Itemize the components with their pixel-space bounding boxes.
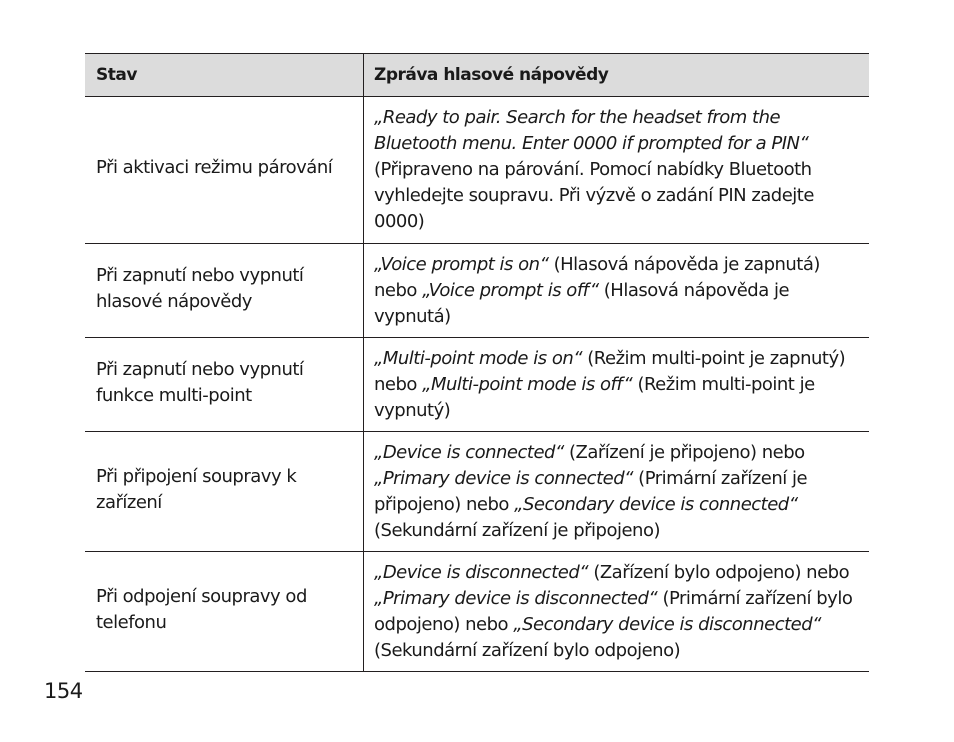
table-header-row <box>85 54 869 97</box>
page-number: 154 <box>44 679 83 703</box>
message-cell <box>363 338 869 431</box>
table-row <box>85 552 869 672</box>
prompt-translation: (Sekundární zařízení je připojeno) <box>374 520 660 541</box>
state-cell <box>85 338 363 431</box>
prompt-quote: „Voice prompt is off“ <box>422 280 599 301</box>
prompt-translation: (Sekundární zařízení bylo odpojeno) <box>374 640 681 661</box>
state-text: Při připojení soupravy k zařízení <box>96 465 297 513</box>
prompt-translation: (Hlasová nápověda je vypnutá) <box>374 280 790 327</box>
prompt-quote: „Multi-point mode is off“ <box>422 374 633 395</box>
prompt-translation: (Režim multi-point je zapnutý) nebo <box>374 348 846 395</box>
prompt-quote: „Device is connected“ <box>374 442 564 463</box>
table-row <box>85 432 869 552</box>
prompt-quote: „Secondary device is disconnected“ <box>513 614 821 635</box>
prompt-translation: (Hlasová nápověda je zapnutá) nebo <box>374 254 820 301</box>
state-cell <box>85 244 363 337</box>
prompt-translation: (Připraveno na párování. Pomocí nabídky Bluetooth vyhledejte soupravu. Při výzvě o zadání PIN zadejte 0000) <box>374 159 814 232</box>
prompt-translation: (Primární zařízení je připojeno) nebo <box>374 468 808 515</box>
voice-prompt-table <box>85 53 869 672</box>
state-text: Při zapnutí nebo vypnutí funkce multi-point <box>96 358 304 406</box>
header-state: Stav <box>96 65 137 85</box>
message-cell <box>363 244 869 337</box>
table-row <box>85 244 869 338</box>
table-body <box>85 97 869 672</box>
prompt-translation: (Režim multi-point je vypnutý) <box>374 374 815 421</box>
table-row <box>85 97 869 244</box>
prompt-quote: „Multi-point mode is on“ <box>374 348 583 369</box>
prompt-translation: (Primární zařízení bylo odpojeno) nebo <box>374 588 853 635</box>
message-cell <box>363 552 869 671</box>
prompt-translation: (Zařízení je připojeno) nebo <box>563 442 805 463</box>
state-text: Při zapnutí nebo vypnutí hlasové nápovědy <box>96 264 304 312</box>
state-cell <box>85 552 363 671</box>
header-message: Zpráva hlasové nápovědy <box>363 54 869 96</box>
prompt-quote: „Primary device is disconnected“ <box>374 588 658 609</box>
state-cell <box>85 97 363 243</box>
message-cell <box>363 97 869 243</box>
prompt-quote: „Voice prompt is on“ <box>374 254 549 275</box>
prompt-quote: „Device is disconnected“ <box>374 562 589 583</box>
message-cell <box>363 432 869 551</box>
state-text: Při odpojení soupravy od telefonu <box>96 585 307 633</box>
prompt-quote: „Primary device is connected“ <box>374 468 633 489</box>
state-cell <box>85 432 363 551</box>
state-text: Při aktivaci režimu párování <box>96 157 333 178</box>
prompt-quote: „Ready to pair. Search for the headset from the Bluetooth menu. Enter 0000 if prompted for a PIN“ <box>374 107 809 154</box>
table-row <box>85 338 869 432</box>
prompt-translation: (Zařízení bylo odpojeno) nebo <box>588 562 850 583</box>
prompt-quote: „Secondary device is connected“ <box>514 494 798 515</box>
